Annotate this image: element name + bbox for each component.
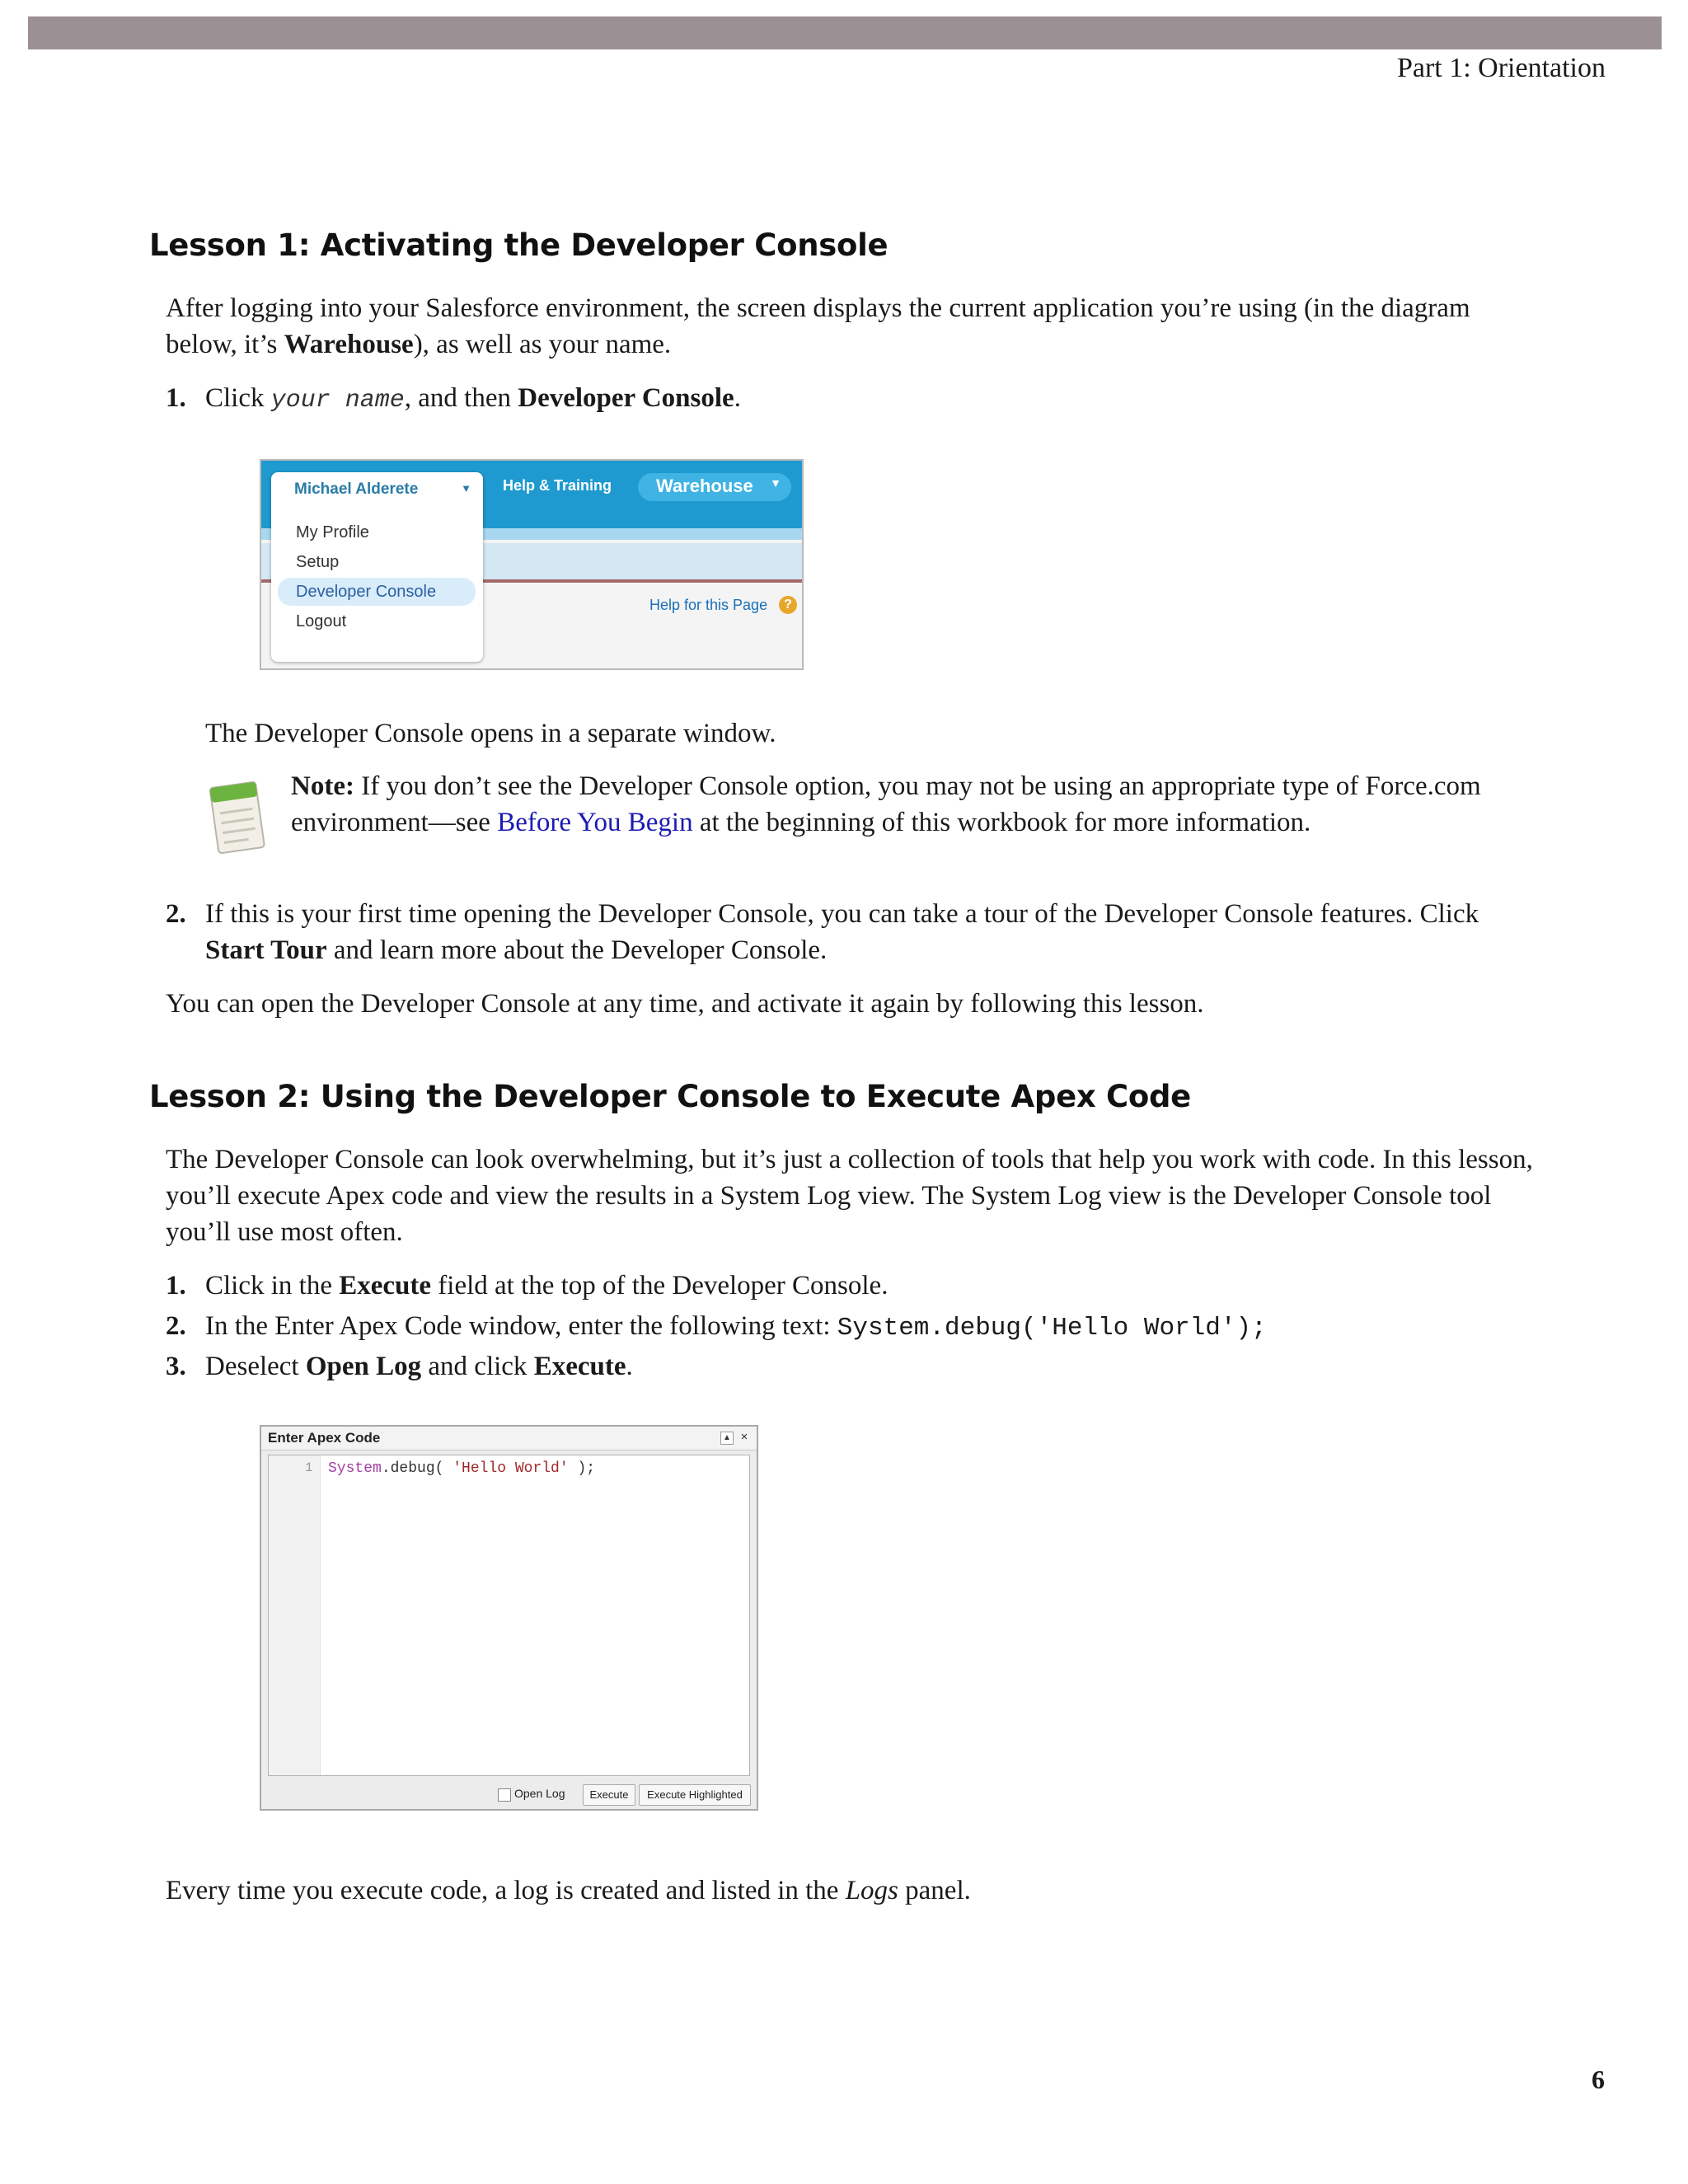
before-you-begin-link[interactable]: Before You Begin [497,808,693,837]
code-line: System.debug( 'Hello World' ); [328,1460,596,1477]
line-number: 1 [305,1460,313,1475]
chevron-down-icon: ▼ [770,476,781,490]
lesson1-outro: You can open the Developer Console at any time, and activate it again by following this lesson. [166,989,1204,1019]
open-log-label: Open Log [514,1787,565,1800]
close-icon[interactable]: × [740,1430,748,1444]
menu-item-developer-console[interactable]: Developer Console [278,578,476,606]
chevron-down-icon: ▼ [461,482,471,494]
lesson2-step1: 1. Click in the Execute field at the top of the Developer Console. [166,1271,889,1301]
page-number: 6 [1592,2064,1605,2094]
lesson1-intro: After logging into your Salesforce environment, the screen displays the current application you’re using (in the diagram below, it’s Warehouse), as well as your name. [166,293,1470,359]
lesson2-step2: 2. In the Enter Apex Code window, enter the following text: System.debug('Hello World'); [166,1311,1267,1343]
code-editor[interactable] [268,1455,750,1776]
menu-item-setup[interactable]: Setup [296,553,340,571]
help-training-link[interactable]: Help & Training [503,477,612,494]
lesson1-title: Lesson 1: Activating the Developer Console [149,227,889,263]
console-opens-text: The Developer Console opens in a separate window. [205,719,776,748]
lesson2-step3: 3. Deselect Open Log and click Execute. [166,1352,633,1381]
top-bar [28,16,1662,49]
menu-item-logout[interactable]: Logout [296,612,347,630]
note-text: Note: If you don’t see the Developer Console option, you may not be using an appropriate type of Force.com environment—see Before You Begin at the beginning of this workbook for more information. [291,771,1481,837]
minimize-icon[interactable]: ▲ [720,1432,734,1445]
note-icon [206,778,269,859]
user-dropdown-menu [271,472,483,662]
lesson1-step2: 2. If this is your first time opening the Developer Console, you can take a tour of the Developer Console features. Click Start Tour and learn more about the Developer Console. [166,899,1479,965]
enter-apex-code-window [260,1425,758,1811]
open-log-checkbox[interactable] [498,1788,511,1802]
menu-item-my-profile[interactable]: My Profile [296,523,369,541]
execute-highlighted-button[interactable]: Execute Highlighted [639,1784,751,1806]
lesson1-step1: 1. Click your name, and then Developer Console. [166,383,741,415]
app-switcher-warehouse[interactable]: Warehouse ▼ [638,473,791,501]
execute-button[interactable]: Execute [583,1784,635,1806]
lesson2-title: Lesson 2: Using the Developer Console to Execute Apex Code [149,1079,1191,1114]
help-for-this-page-link[interactable]: Help for this Page [649,597,768,613]
window-title: Enter Apex Code [268,1430,381,1446]
user-menu-screenshot [260,459,804,670]
user-name-menu-button[interactable]: Michael Alderete [294,480,419,498]
help-icon[interactable]: ? [779,596,797,614]
lesson2-outro: Every time you execute code, a log is created and listed in the Logs panel. [166,1876,971,1905]
part-label: Part 1: Orientation [1396,53,1606,83]
lesson2-intro: The Developer Console can look overwhelming, but it’s just a collection of tools that help you work with code. In this lesson, you’ll execute Apex code and view the results in a System Log view. The System Log view is the Developer Console tool you’ll use most often. [166,1145,1533,1247]
